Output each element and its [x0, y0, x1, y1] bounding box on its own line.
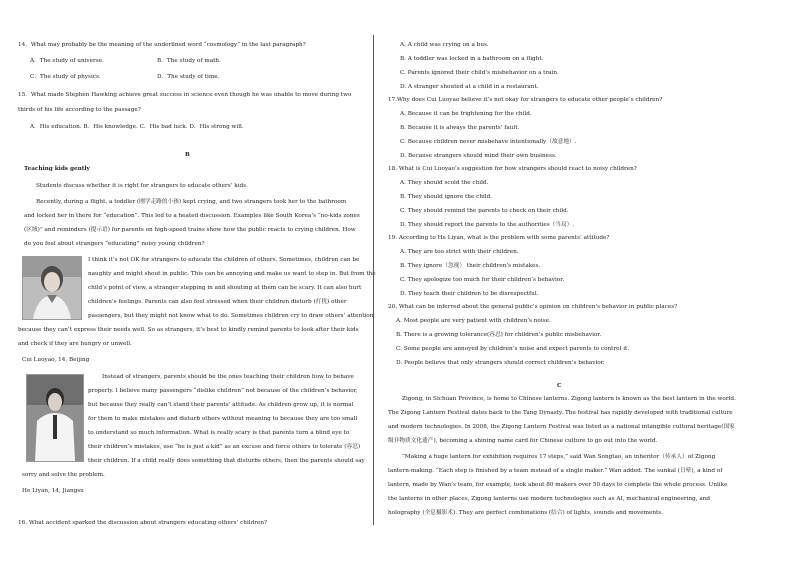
q19-stem: 19. According to He Liyan, what is the problem with some parents’ attitude?	[388, 235, 610, 241]
passage-line: because they can’t express their needs well. So as strangers, it’s best to kindly remind parents to look after their kids	[18, 327, 359, 333]
passage-line: Recently, during a flight, a toddler (刚学走路的小孩) kept crying, and two strangers took her to the bathroom	[36, 199, 347, 205]
portrait-image	[23, 257, 81, 319]
q19-option-a: A. They are too strict with their children.	[400, 249, 519, 255]
q14-stem: 14．What may probably be the meaning of the underlined word “cosmology” in the last paragraph?	[18, 42, 306, 48]
passage-line: passengers, but they might not know what to do. Sometimes children cry to draw others’ attention	[88, 313, 374, 319]
section-c-heading: C	[557, 383, 562, 389]
q20-option-d: D. People believe that only strangers should correct children’s behavior.	[396, 360, 605, 366]
passage-c-line: lantern-making. “Each step is finished by a team instead of a single maker.” Wan added. The sunkal (日晕), a kind of	[388, 468, 723, 474]
column-divider	[373, 35, 374, 525]
passage-line: their children. If a child really does something that disturbs others, then the parents should say	[88, 458, 365, 464]
q16-option-d: D. A stranger shouted at a child in a restaurant.	[400, 84, 539, 90]
passage-line: child’s point of view, a stranger stepping in and shouting at them can be scary. It can also hurt	[88, 285, 362, 291]
passage-line: sorry and solve the problem.	[22, 472, 105, 478]
q14-option-c: C．The study of physics.	[30, 74, 101, 80]
passage-c-line: lantern, made by Wan’s team, for example, took about 80 makers over 50 days to complete the whole process. Unlike	[388, 482, 728, 488]
q18-option-d: D. They should report the parents to the authorities（当局）.	[400, 222, 575, 228]
passage-line: (区域)” and reminders (提示语) for parents on high-speed trains show how the public reacts to crying children. How	[24, 227, 356, 233]
passage-line: do you feel about strangers “educating” noisy young children?	[24, 241, 205, 247]
q20-option-b: B. There is a growing tolerance(容忍) for children’s public misbehavior.	[396, 332, 602, 338]
passage-c-line: holography (全息摄影术). They are perfect combinations (结合) of lights, sounds and movements.	[388, 510, 664, 516]
q15-stem-line1: 15．What made Stephen Hawking achieve great success in science even though he was unable to move during two	[18, 92, 352, 98]
q14-option-a: A．The study of universe.	[30, 58, 104, 64]
passage-c-line: and modern technologies. In 2008, the Zigong Lantern Festival was listed as a national intangible cultural heritage(国家	[388, 424, 735, 430]
q18-option-a: A. They should scold the child.	[400, 180, 489, 186]
passage-line: and locked her in there for “education”. This led to a heated discussion. Examples like South Korea’s “no-kids zones	[24, 213, 360, 219]
passage-c-line: the lanterns in other places, Zigong lanterns use modern technologies such as AI, mechanical engineering, and	[388, 496, 711, 502]
q18-option-c: C. They should remind the parents to check on their child.	[400, 208, 569, 214]
passage-line: and check if they are hungry or unwell.	[18, 341, 132, 347]
q16-stem: 16. What accident sparked the discussion about strangers educating others’ children?	[18, 520, 268, 526]
student-photo-cui-luoyao	[22, 256, 82, 320]
q20-stem: 20. What can be inferred about the general public’s opinion on children’s behavior in public places?	[388, 304, 678, 310]
passage-line: to understand so much information. What is really scary is that parents turn a blind eye to	[88, 430, 350, 436]
q20-option-c: C. Some people are annoyed by children’s noise and expect parents to control it.	[396, 346, 630, 352]
passage-c-line: 级非物质文化遗产), becoming a shining name card for Chinese culture to go out into the world.	[388, 438, 658, 444]
q19-option-c: C. They apologize too much for their children’s behavior.	[400, 277, 565, 283]
q19-option-d: D. They teach their children to be disrespectful.	[400, 291, 539, 297]
passage-c-line: “Making a huge lantern for exhibition requires 17 steps,” said Wan Songtao, an inheritor（传承人）of Zigong	[402, 454, 716, 460]
q18-stem: 18. What is Cui Luoyao’s suggestion for how strangers should react to noisy children?	[388, 166, 637, 172]
q15-stem-line2: thirds of his life according to the passage?	[18, 107, 141, 113]
q17-option-b: B. Because it is always the parents’ fault.	[400, 125, 520, 131]
student-photo-he-liyan	[26, 374, 84, 462]
passage-c-line: The Zigong Lantern Festival dates back to the Tang Dynasty. The festival has rapidly developed with traditional culture	[388, 410, 733, 416]
q14-option-d: D．The study of time.	[157, 74, 220, 80]
q17-option-a: A. Because it can be frightening for the child.	[400, 111, 532, 117]
q17-option-d: D. Because strangers should mind their own business.	[400, 153, 557, 159]
q16-option-a: A. A child was crying on a bus.	[400, 42, 489, 48]
portrait-image	[27, 375, 83, 461]
author-cui-luoyao: Cui Luoyao, 14, Beijing	[22, 357, 90, 363]
q14-option-b: B．The study of math.	[157, 58, 221, 64]
passage-line: for them to make mistakes and disturb others without meaning to because they are too small	[88, 416, 358, 422]
passage-line: naughty and might shout in public. This can be annoying and make us want to step in. But from the	[88, 271, 376, 277]
section-b-heading: B	[185, 152, 190, 158]
passage-line: but because they really can’t stand their parents’ attitude. As children grow up, it is normal	[88, 402, 354, 408]
q18-option-b: B. They should ignore the child.	[400, 194, 493, 200]
q15-options: A．His education. B．His knowledge. C．His bad luck. D．His strong will.	[30, 124, 244, 130]
q16-option-c: C. Parents ignored their child’s misbehavior on a train.	[400, 70, 559, 76]
q17-option-c: C. Because children never misbehave intentionally（故意地）.	[400, 139, 577, 145]
passage-c-line: Zigong, in Sichuan Province, is home to Chinese lanterns. Zigong lantern is known as the best lantern in the world.	[402, 396, 736, 402]
passage-line: properly. I believe many passengers “dislike children” not because of the children’s behavior,	[88, 388, 358, 394]
author-he-liyan: He Liyan, 14, Jiangsu	[22, 488, 84, 494]
passage-line: children’s feelings. Parents can also feel stressed when their children disturb (打扰) other	[88, 299, 347, 305]
q20-option-a: A. Most people are very patient with children’s noise.	[396, 318, 551, 324]
q19-option-b: B. They ignore（忽视） their children’s mistakes.	[400, 263, 541, 269]
passage-line: their children’s mistakes, use “he is just a kid” as an excuse and force others to tolerate (容忍)	[88, 444, 361, 450]
passage-intro: Students discuss whether it is right for strangers to educate others’ kids.	[36, 183, 248, 189]
q16-option-b: B. A toddler was locked in a bathroom on a flight.	[400, 56, 544, 62]
passage-line: I think it’s not OK for strangers to educate the children of others. Sometimes, children can be	[88, 257, 360, 263]
passage-line: Instead of strangers, parents should be the ones teaching their children how to behave	[102, 374, 354, 380]
q17-stem: 17.Why does Cui Luoyao believe it’s not okay for strangers to educate other people’s children?	[388, 97, 663, 103]
passage-title: Teaching kids gently	[24, 166, 90, 172]
